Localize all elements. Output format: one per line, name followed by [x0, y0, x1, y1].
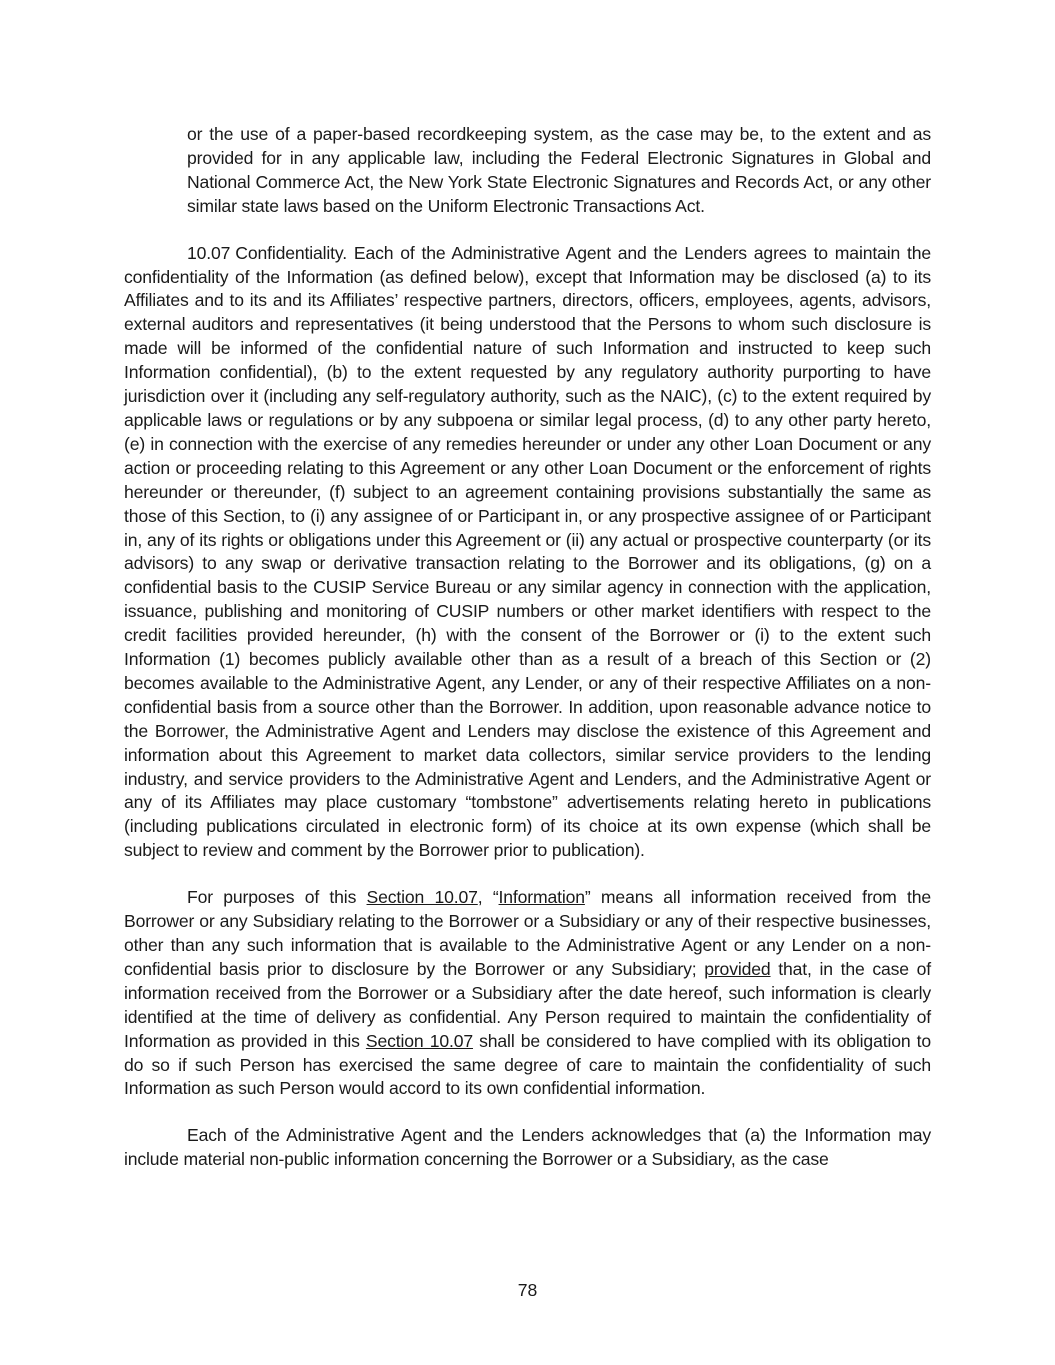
proviso-term: provided — [704, 958, 771, 979]
defined-term: Information — [498, 887, 585, 908]
section-10-07-paragraph — [124, 242, 931, 864]
paragraph-gap — [124, 219, 931, 242]
acknowledgement-paragraph: Each of the Administrative Agent and the Lenders acknowledges that (a) the Information may include material non-public information concerning the Borrower or a Subsidiary, as the case — [124, 1125, 931, 1170]
page-number: 78 — [517, 1280, 538, 1300]
section-heading: Confidentiality. — [235, 242, 347, 263]
definition-lead: For purposes of this — [187, 887, 367, 908]
section-body: Each of the Administrative Agent and the Lenders agrees to maintain the confidentiality of the Information (as defined below), except that Information may be disclosed (a) to its Affiliates and to its and its Affiliates’ respective partners, directors, officers, employees, agents, advisors, external auditors and representatives (it being understood that the Persons to whom such disclosure is made will be informed of the confidential nature of such Information and instructed to keep such Information confidential), (b) to the extent requested by any regulatory authority purporting to have jurisdiction over it (including any self-regulatory authority, such as the NAIC), (c) to the extent required by applicable laws or regulations or by any subpoena or similar legal process, (d) to any other party hereto, (e) in connection with the exercise of any remedies hereunder or under any other Loan Document or any action or proceeding relating to this Agreement or any other Loan Document or the enforcement of rights hereunder or thereunder, (f) subject to an agreement containing provisions substantially the same as those of this Section, to (i) any assignee of or Participant in, or any prospective assignee of or Participant in, any of its rights or obligations under this Agreement or (ii) any actual or prospective counterparty (or its advisors) to any swap or derivative transaction relating to the Borrower and its obligations, (g) on a confidential basis to the CUSIP Service Bureau or any similar agency in connection with the application, issuance, publishing and monitoring of CUSIP numbers or other market identifiers with respect to the credit facilities provided hereunder, (h) with the consent of the Borrower or (i) to the extent such Information (1) becomes publicly available other than as a result of a breach of this Section or (2) becomes available to the Administrative Agent, any Lender, or any of their respective Affiliates on a non-confidential basis from a source other than the Borrower. In addition, upon reasonable advance notice to the Borrower, the Administrative Agent and Lenders may disclose the existence of this Agreement and information about this Agreement to market data collectors, similar service providers to the lending industry, and service providers to the Administrative Agent and Lenders, and the Administrative Agent or any of its Affiliates may place customary “tombstone” advertisements relating hereto in publications (including publications circulated in electronic form) of its choice at its own expense (which shall be subject to review and comment by the Borrower prior to publication). — [124, 242, 931, 861]
section-reference: Section 10.07 — [366, 887, 478, 908]
section-number: 10.07 — [187, 242, 231, 263]
definition-comma: , “ — [477, 887, 499, 908]
section-reference: Section 10.07 — [365, 1030, 473, 1051]
paragraph-gap — [124, 1101, 931, 1124]
definition-tail: shall be considered to have complied with its obligation to do so if such Person has exercised the same degree of care to maintain the confidentiality of such Information as such Person would accord to its own confidential information. — [124, 1030, 931, 1099]
definition-paragraph — [124, 886, 931, 1101]
continuation-paragraph: or the use of a paper-based recordkeeping system, as the case may be, to the extent and as provided for in any applicable law, including the Federal Electronic Signatures in Global and National Commerce Act, the New York State Electronic Signatures and Records Act, or any other similar state laws based on the Uniform Electronic Transactions Act. — [187, 124, 931, 216]
paragraph-gap — [124, 863, 931, 886]
definition-text: ” means all information received from the Borrower or any Subsidiary relating to the Borrower or a Subsidiary or any of their respective businesses, other than any such information that is available to the Administrative Agent or any Lender on a non-confidential basis prior to disclosure by the Borrower or any Subsidiary; — [124, 887, 931, 979]
proviso-text: that, in the case of information received from the Borrower or a Subsidiary after the date hereof, such information is clearly identified at the time of delivery as confidential. Any Person required to maintain the confidentiality of Information as provided in this — [124, 958, 931, 1051]
document-page — [124, 123, 931, 1172]
